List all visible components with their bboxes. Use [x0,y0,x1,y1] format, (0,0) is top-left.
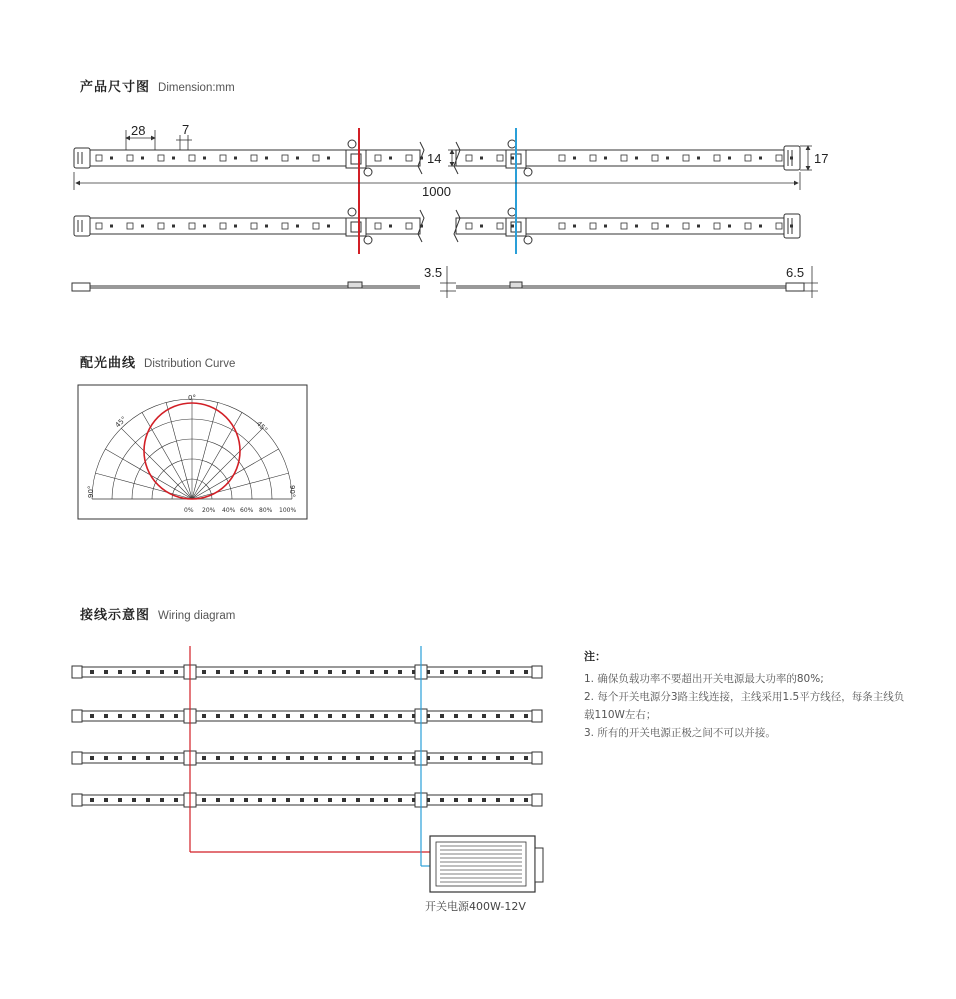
led-chip [497,223,503,229]
wiring-led [370,714,374,718]
wiring-led [104,756,108,760]
wiring-led [440,756,444,760]
led-dot [296,225,299,228]
wiring-led [482,798,486,802]
wiring-led [328,798,332,802]
wiring-bar-endcap-right [532,710,542,722]
led-dot [296,157,299,160]
dimension-lines [74,130,818,298]
led-dot [327,225,330,228]
led-dot [265,157,268,160]
wiring-led [496,756,500,760]
wiring-led [90,670,94,674]
wiring-led [286,670,290,674]
dim-length-label: 1000 [422,184,451,199]
wiring-led [524,670,528,674]
led-chip [220,223,226,229]
wiring-led [398,756,402,760]
wiring-led [342,714,346,718]
led-chip [282,155,288,161]
led-dot [697,225,700,228]
wiring-led [286,798,290,802]
led-dot [480,225,483,228]
wiring-led [286,756,290,760]
dim-pitch-label: 28 [131,123,146,138]
wiring-led [510,714,514,718]
wiring-led [496,670,500,674]
dimension-title-cn: 产品尺寸图 [80,80,151,95]
wiring-led [440,670,444,674]
wiring-led [230,798,234,802]
led-chip [621,155,627,161]
wiring-led [384,670,388,674]
wiring-led [132,670,136,674]
wiring-led [300,756,304,760]
led-dot [728,225,731,228]
wiring-led [202,670,206,674]
wiring-led [440,798,444,802]
led-chip [683,223,689,229]
led-dot [604,225,607,228]
led-chip [406,223,412,229]
wiring-led [300,714,304,718]
wiring-led [454,714,458,718]
wiring-led [272,756,276,760]
wiring-led [370,756,374,760]
wiring-led [104,714,108,718]
wiring-led [258,756,262,760]
led-dot [573,157,576,160]
led-dot [203,157,206,160]
wiring-led [272,670,276,674]
scale-label-4: 80% [259,507,273,514]
wiring-led [174,670,178,674]
wiring-led [132,798,136,802]
distribution-curve [78,385,307,519]
led-dot [265,225,268,228]
led-chip [590,223,596,229]
wiring-led [132,714,136,718]
led-dot [389,157,392,160]
wiring-led [272,798,276,802]
wiring-led [272,714,276,718]
led-chip [375,223,381,229]
wiring-led [202,756,206,760]
led-chip [590,155,596,161]
angle-left45-label: 45° [113,414,129,430]
wiring-led [118,670,122,674]
wiring-led [384,714,388,718]
led-dot [420,225,423,228]
wiring-title-en: Wiring diagram [158,610,236,622]
led-chip [497,155,503,161]
wiring-led [300,670,304,674]
led-chip [466,223,472,229]
led-dot [420,157,423,160]
angle-right90-label: 90° [288,485,296,498]
wiring-led [314,798,318,802]
led-chip [158,223,164,229]
wiring-led [160,756,164,760]
wiring-led [454,798,458,802]
note-item-3: 3. 所有的开关电源正极之间不可以并接。 [584,727,776,739]
wiring-led [356,670,360,674]
dimension-labels [131,122,828,280]
led-dot [604,157,607,160]
scale-label-3: 60% [240,507,254,514]
wiring-led [104,798,108,802]
wiring-led [482,714,486,718]
wiring-led [230,670,234,674]
led-dot [234,225,237,228]
dim-thickness-label: 3.5 [424,265,443,280]
led-dot [141,225,144,228]
wiring-led [510,670,514,674]
wiring-title-cn: 接线示意图 [80,608,151,623]
wiring-led [314,670,318,674]
led-chip [96,223,102,229]
led-dot [635,157,638,160]
led-dot [172,157,175,160]
led-chip [745,223,751,229]
wiring-led [146,670,150,674]
dim-cable-label: 6.5 [786,265,805,280]
curve-title-en: Distribution Curve [144,358,236,370]
wiring-led [300,798,304,802]
notes-head: 注： [584,650,606,663]
wiring-led [258,670,262,674]
wiring-led [146,756,150,760]
wiring-led [286,714,290,718]
wiring-led [258,714,262,718]
wiring-led [468,670,472,674]
dim-height-inner-label: 14 [427,151,442,166]
wiring-led [468,798,472,802]
wiring-led [104,670,108,674]
led-dot [728,157,731,160]
wiring-led [118,714,122,718]
led-dot [759,225,762,228]
wiring-bar-endcap-left [72,752,82,764]
wiring-led [202,798,206,802]
wiring-led [314,714,318,718]
led-chip [559,155,565,161]
led-dot [790,157,793,160]
wiring-led [342,756,346,760]
wiring-led [160,670,164,674]
wiring-led [118,798,122,802]
wiring-led [244,756,248,760]
wiring-led [356,714,360,718]
led-dot [234,157,237,160]
wiring-led [440,714,444,718]
wiring-led [118,756,122,760]
led-dot [389,225,392,228]
dimension-title-en: Dimension:mm [158,82,235,94]
wiring-led [328,756,332,760]
wiring-led [230,756,234,760]
led-dot [635,225,638,228]
led-dot [511,157,514,160]
wiring-led [468,756,472,760]
wiring-bar-endcap-right [532,752,542,764]
led-chip [189,223,195,229]
led-chip [559,223,565,229]
wiring-led [454,670,458,674]
led-row-1 [96,155,793,161]
wiring-led [328,714,332,718]
wiring-led [356,756,360,760]
wiring-led [496,798,500,802]
angle-left90-label: 90° [87,485,95,498]
wiring-led [174,714,178,718]
led-dot [141,157,144,160]
wiring-led [146,714,150,718]
led-dot [110,225,113,228]
led-dot [480,157,483,160]
curve-title-cn: 配光曲线 [80,356,137,371]
wiring-led [244,798,248,802]
wiring-led [524,798,528,802]
led-chip [652,155,658,161]
wiring-led [370,798,374,802]
led-chip [683,155,689,161]
wiring-led [160,798,164,802]
led-chip [406,155,412,161]
wiring-led [384,756,388,760]
note-item-1: 1. 确保负载功率不要超出开关电源最大功率的80%; [584,673,824,685]
led-chip [313,223,319,229]
wiring-led [510,756,514,760]
led-chip [466,155,472,161]
led-chip [776,223,782,229]
wiring-bar-endcap-right [532,794,542,806]
led-chip [251,155,257,161]
wiring-led [244,670,248,674]
led-dot [327,157,330,160]
led-dot [790,225,793,228]
led-dot [203,225,206,228]
wiring-led [244,714,248,718]
led-chip [375,155,381,161]
led-chip [282,223,288,229]
wiring-led [398,714,402,718]
led-chip [127,155,133,161]
led-chip [621,223,627,229]
wiring-led [90,798,94,802]
wiring-led [468,714,472,718]
led-chip [127,223,133,229]
wiring-led [342,798,346,802]
wiring-led [398,670,402,674]
wiring-bars [72,665,542,807]
led-chip [96,155,102,161]
bar-side-view [72,282,804,291]
led-chip [745,155,751,161]
wiring-led [146,798,150,802]
wiring-led [230,714,234,718]
scale-label-5: 100% [279,507,297,514]
led-dot [666,225,669,228]
wiring-led [216,756,220,760]
wiring-bar-endcap-left [72,666,82,678]
notes-block [584,648,914,742]
wiring-bar-endcap-left [72,794,82,806]
wiring-bar-endcap-right [532,666,542,678]
bar-top-view-2 [74,214,800,238]
wiring-led [202,714,206,718]
wiring-led [482,670,486,674]
led-chip [251,223,257,229]
power-supply [430,836,543,892]
wiring-led [356,798,360,802]
dim-led-label: 7 [182,122,190,137]
wiring-led [328,670,332,674]
wiring-led [174,756,178,760]
scale-label-1: 20% [202,507,216,514]
led-dot [110,157,113,160]
wiring-led [496,714,500,718]
angle-right45-label: 45° [254,419,270,435]
wiring-led [510,798,514,802]
led-dot [666,157,669,160]
led-chip [776,155,782,161]
led-dot [511,225,514,228]
led-dot [172,225,175,228]
led-dot [697,157,700,160]
scale-label-2: 40% [222,507,236,514]
led-chip [313,155,319,161]
led-chip [652,223,658,229]
angle-0-label: 0° [188,394,196,402]
wiring-led [454,756,458,760]
led-chip [220,155,226,161]
dim-height-outer-label: 17 [814,151,829,166]
wiring-led [524,714,528,718]
wiring-led [398,798,402,802]
wiring-led [216,714,220,718]
wiring-bar-endcap-left [72,710,82,722]
wiring-led [370,670,374,674]
wiring-led [258,798,262,802]
wiring-led [482,756,486,760]
wiring-led [314,756,318,760]
wiring-led [384,798,388,802]
led-row-2 [96,223,793,229]
psu-label: 开关电源400W-12V [425,900,526,913]
led-chip [714,155,720,161]
wiring-led [174,798,178,802]
led-dot [759,157,762,160]
wiring-led [524,756,528,760]
scale-label-0: 0% [184,507,194,514]
wiring-led [90,756,94,760]
led-dot [573,225,576,228]
led-chip [158,155,164,161]
wiring-led [160,714,164,718]
led-chip [714,223,720,229]
wiring-led [216,798,220,802]
wiring-led [90,714,94,718]
note-item-2: 2. 每个开关电源分3路主线连接，主线采用1.5平方线径，每条主线负载110W左右； [584,691,905,721]
wiring-led [132,756,136,760]
wiring-led [216,670,220,674]
led-chip [189,155,195,161]
wiring-led [342,670,346,674]
